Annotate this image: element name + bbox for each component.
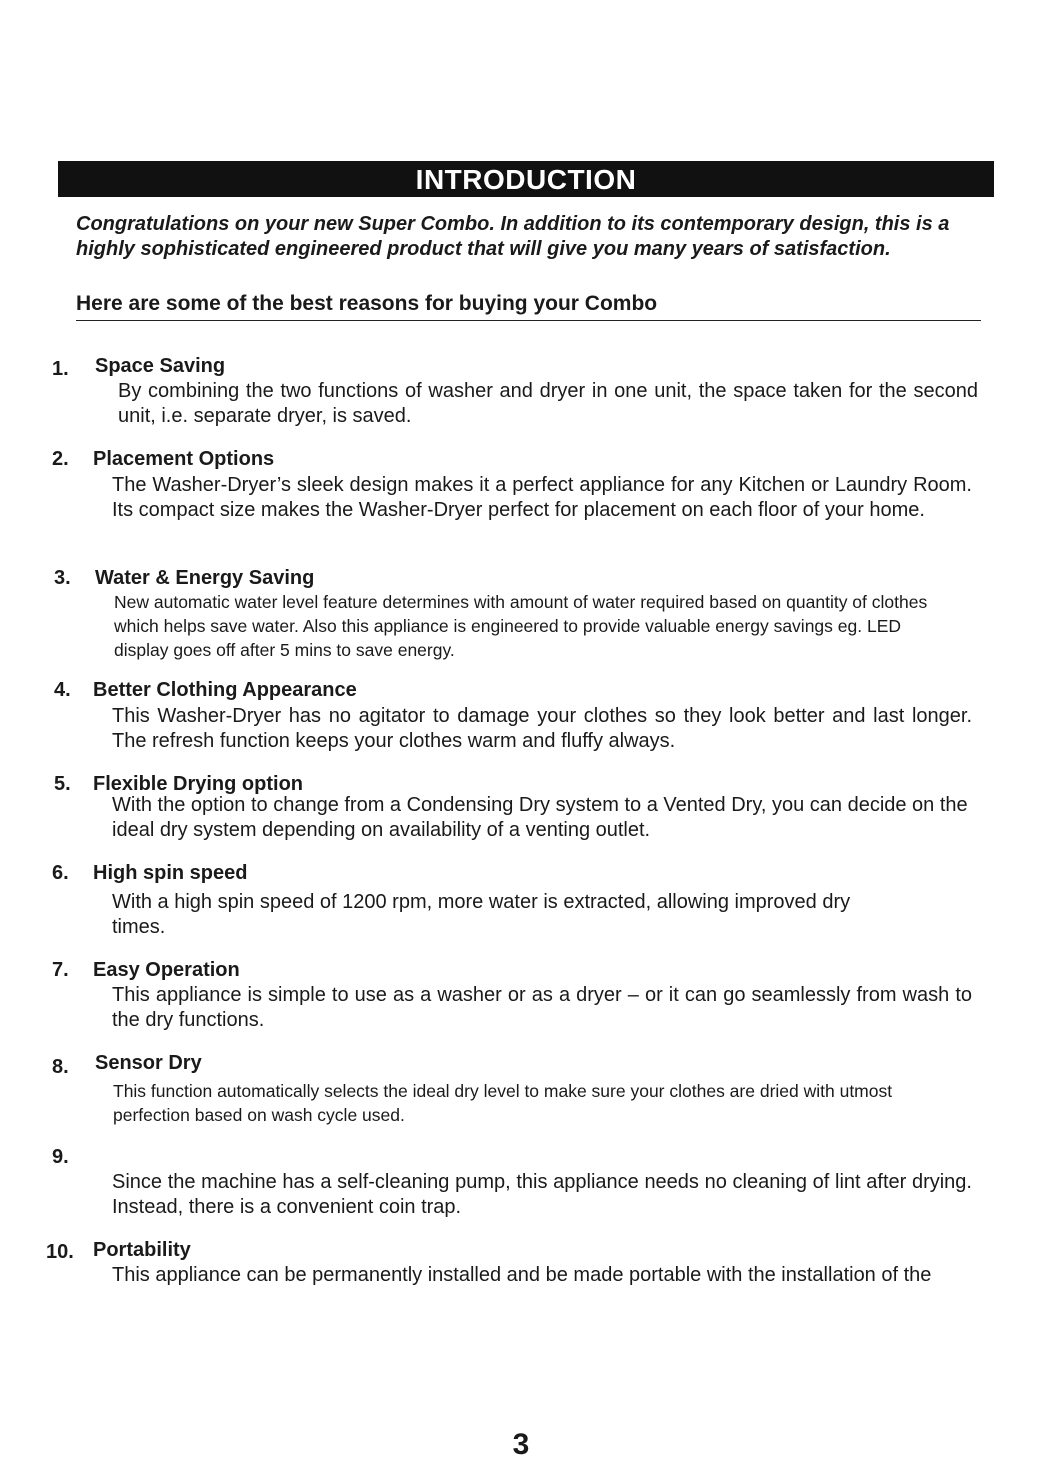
section-title-banner: INTRODUCTION — [58, 161, 994, 197]
item-title: Flexible Drying option — [93, 773, 304, 795]
item-body: With the option to change from a Condensing Dry system to a Vented Dry, you can decide on the ideal dry system depending on availability of a venting outlet. — [112, 794, 968, 841]
item-title: Sensor Dry — [95, 1052, 202, 1074]
item-number: 5. — [54, 773, 71, 795]
reasons-subheading: Here are some of the best reasons for buying your Combo — [76, 292, 981, 321]
item-body: This function automatically selects the ideal dry level to make sure your clothes are dried with utmost perfection based on wash cycle used. — [113, 1081, 893, 1125]
item-title: High spin speed — [93, 862, 248, 884]
page-number: 3 — [512, 1428, 530, 1461]
intro-paragraph: Congratulations on your new Super Combo. In addition to its contemporary design, this is a highly sophisticated engineered product that will give you many years of satisfaction. — [76, 213, 950, 260]
item-number: 9. — [52, 1146, 69, 1168]
item-title: Space Saving — [95, 355, 226, 377]
item-number: 10. — [46, 1241, 74, 1263]
item-number: 4. — [54, 679, 71, 701]
item-title: Better Clothing Appearance — [93, 679, 357, 701]
item-body: By combining the two functions of washer and dryer in one unit, the space taken for the second unit, i.e. separate dryer, is saved. — [118, 380, 978, 427]
item-body: This Washer-Dryer has no agitator to damage your clothes so they look better and last longer. The refresh function keeps your clothes warm and fluffy always. — [112, 705, 972, 752]
item-title: Placement Options — [93, 448, 275, 470]
item-title: Water & Energy Saving — [95, 567, 315, 589]
item-body: This appliance can be permanently installed and be made portable with the installation of the — [112, 1264, 932, 1286]
item-body: The Washer-Dryer’s sleek design makes it a perfect appliance for any Kitchen or Laundry Room. Its compact size makes the Washer-Dryer perfect for placement on each floor of your home. — [112, 474, 972, 521]
item-number: 8. — [52, 1056, 69, 1078]
item-number: 1. — [52, 358, 69, 380]
item-number: 7. — [52, 959, 69, 981]
item-body: Since the machine has a self-cleaning pump, this appliance needs no cleaning of lint after drying. Instead, there is a convenient coin trap. — [112, 1171, 972, 1218]
item-body: New automatic water level feature determines with amount of water required based on quantity of clothes which helps save water. Also this appliance is engineered to provide valuable energy savings eg. LED display goes off after 5 mins to save energy. — [114, 592, 928, 660]
item-title: Portability — [93, 1239, 191, 1261]
item-number: 2. — [52, 448, 69, 470]
item-title: Easy Operation — [93, 959, 240, 981]
item-number: 3. — [54, 567, 71, 589]
item-number: 6. — [52, 862, 69, 884]
item-body: With a high spin speed of 1200 rpm, more water is extracted, allowing improved dry times. — [112, 891, 851, 938]
item-body: This appliance is simple to use as a washer or as a dryer – or it can go seamlessly from wash to the dry functions. — [112, 984, 972, 1031]
